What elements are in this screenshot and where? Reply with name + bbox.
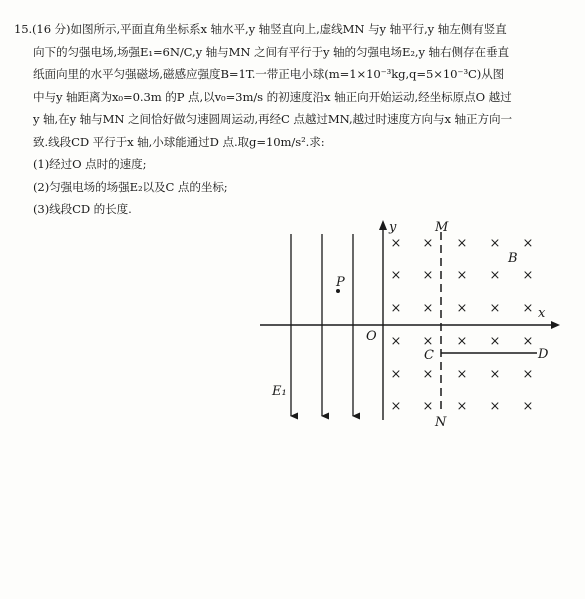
label-x: x	[538, 306, 546, 321]
label-b: B	[508, 251, 518, 266]
field-cross: ×	[522, 301, 534, 316]
problem-15	[14, 18, 562, 221]
label-origin: O	[366, 329, 377, 344]
field-cross: ×	[422, 301, 434, 316]
field-cross: ×	[522, 399, 534, 414]
field-cross: ×	[522, 236, 534, 251]
field-cross: ×	[390, 399, 402, 414]
field-cross: ×	[422, 399, 434, 414]
field-cross: ×	[489, 301, 501, 316]
field-cross: ×	[422, 268, 434, 283]
label-d: D	[538, 347, 549, 362]
field-cross: ×	[456, 399, 468, 414]
label-p: P	[336, 275, 345, 290]
field-cross: ×	[390, 268, 402, 283]
field-cross: ×	[489, 399, 501, 414]
field-cross: ×	[390, 236, 402, 251]
stem-line-4: 中与y 轴距离为x₀=0.3m 的P 点,以v₀=3m/s 的初速度沿x 轴正向开始运动,经坐标原点O 越过	[33, 89, 512, 104]
label-c: C	[424, 348, 434, 363]
field-cross: ×	[489, 268, 501, 283]
question-1: (1)经过O 点时的速度;	[33, 157, 147, 171]
label-y: y	[389, 220, 397, 235]
stem-line-5: y 轴,在y 轴与MN 之间恰好做匀速圆周运动,再经C 点越过MN,越过时速度方向与x 轴正方向一	[33, 112, 512, 126]
stem-line-6: 致.线段CD 平行于x 轴,小球能通过D 点.取g=10m/s².求:	[33, 134, 325, 149]
field-cross: ×	[489, 367, 501, 382]
field-cross: ×	[522, 367, 534, 382]
field-cross: ×	[456, 367, 468, 382]
field-cross: ×	[422, 334, 434, 349]
label-n: N	[435, 415, 447, 428]
question-3: (3)线段CD 的长度.	[33, 202, 132, 216]
field-cross: ×	[456, 236, 468, 251]
field-cross: ×	[390, 334, 402, 349]
physics-diagram	[255, 218, 565, 428]
diagram-svg	[255, 218, 565, 428]
problem-number: 15.	[14, 22, 33, 36]
field-cross: ×	[422, 236, 434, 251]
question-2: (2)匀强电场的场强E₂以及C 点的坐标;	[33, 179, 228, 194]
field-cross: ×	[522, 334, 534, 349]
field-cross: ×	[390, 367, 402, 382]
field-cross: ×	[456, 334, 468, 349]
field-cross: ×	[489, 334, 501, 349]
stem-line-2: 向下的匀强电场,场强E₁=6N/C,y 轴与MN 之间有平行于y 轴的匀强电场E₂,y 轴右侧存在垂直	[33, 44, 509, 59]
stem-text: (16 分)如图所示,平面直角坐标系x 轴水平,y 轴竖直向上,虚线MN 与y 轴平行,y 轴左侧有竖直	[32, 22, 507, 36]
stem-line-3: 纸面向里的水平匀强磁场,磁感应强度B=1T.一带正电小球(m=1×10⁻³kg,q=5×10⁻³C)从图	[33, 67, 505, 81]
y-axis-arrow	[379, 220, 387, 230]
stem-line-1	[14, 18, 562, 41]
label-m: M	[435, 220, 449, 235]
field-cross: ×	[489, 236, 501, 251]
x-axis-arrow	[551, 321, 560, 329]
field-cross: ×	[456, 301, 468, 316]
field-cross: ×	[522, 268, 534, 283]
label-e1: E₁	[272, 384, 287, 399]
field-cross: ×	[456, 268, 468, 283]
field-cross: ×	[422, 367, 434, 382]
field-cross: ×	[390, 301, 402, 316]
